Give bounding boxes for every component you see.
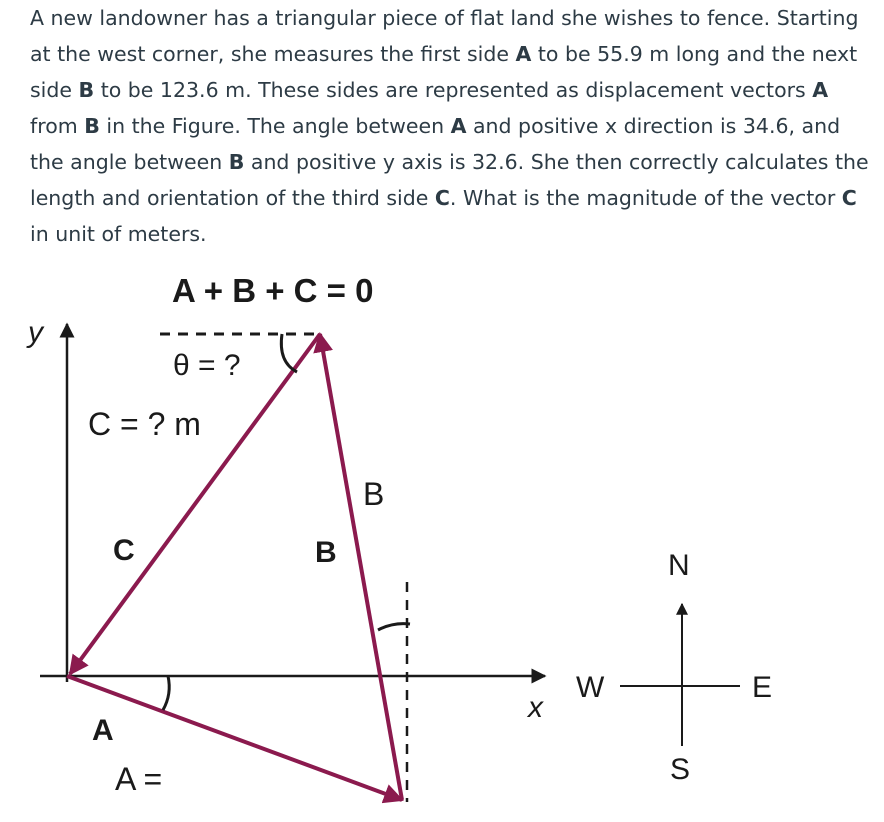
question-text-part: in unit of meters.: [30, 222, 207, 246]
vector-c-arrow: [70, 334, 320, 674]
vector-a-ref: A: [812, 78, 829, 102]
vector-a-ref: A: [450, 114, 467, 138]
compass-north-label: N: [668, 549, 690, 582]
question-text-part: to be 55.9 m long and the next side: [30, 42, 858, 102]
x-axis-label: x: [528, 691, 543, 724]
question-text-part: . What is the magnitude of the vector: [449, 186, 842, 210]
compass-south-label: S: [670, 753, 691, 786]
theta-label: θ = ?: [173, 349, 241, 382]
vector-b-side-label: B: [363, 476, 385, 512]
question-text-part: to be 123.6 m. These sides are represented as displacement vectors: [94, 78, 813, 102]
compass-west-label: W: [576, 671, 605, 704]
vector-c-ref: C: [841, 186, 857, 210]
compass-rose: [576, 549, 772, 786]
question-text: [30, 0, 870, 252]
question-text-part: and positive x direction is 34.6, and the angle between: [30, 114, 841, 174]
question-text-part: A new landowner has a triangular piece of flat land she wishes to fence. Starting at the west corner, she measures the first side: [30, 6, 859, 66]
vector-b-ref: B: [78, 78, 95, 102]
compass-east-label: E: [752, 671, 773, 704]
vector-c-ref: C: [434, 186, 450, 210]
question-text-part: from: [30, 114, 85, 138]
angle-b-arc: [378, 624, 410, 630]
vector-a-ref: A: [515, 42, 532, 66]
vector-equation: A + B + C = 0: [172, 272, 374, 309]
vector-b-ref: B: [84, 114, 100, 138]
vector-b-label: B: [315, 536, 337, 569]
vector-b-ref: B: [228, 150, 245, 174]
vector-a-label: A: [92, 714, 114, 747]
a-magnitude-label: A =: [115, 761, 163, 797]
angle-a-arc: [163, 676, 169, 710]
vector-figure: [0, 262, 884, 822]
y-axis-label: y: [28, 316, 43, 349]
vector-c-label: C: [113, 534, 135, 567]
question-text-part: and positive y axis is 32.6. She then correctly calculates the length and orientation of the third side: [30, 150, 869, 210]
c-magnitude-label: C = ? m: [88, 406, 201, 442]
question-text-part: in the Figure. The angle between: [99, 114, 451, 138]
